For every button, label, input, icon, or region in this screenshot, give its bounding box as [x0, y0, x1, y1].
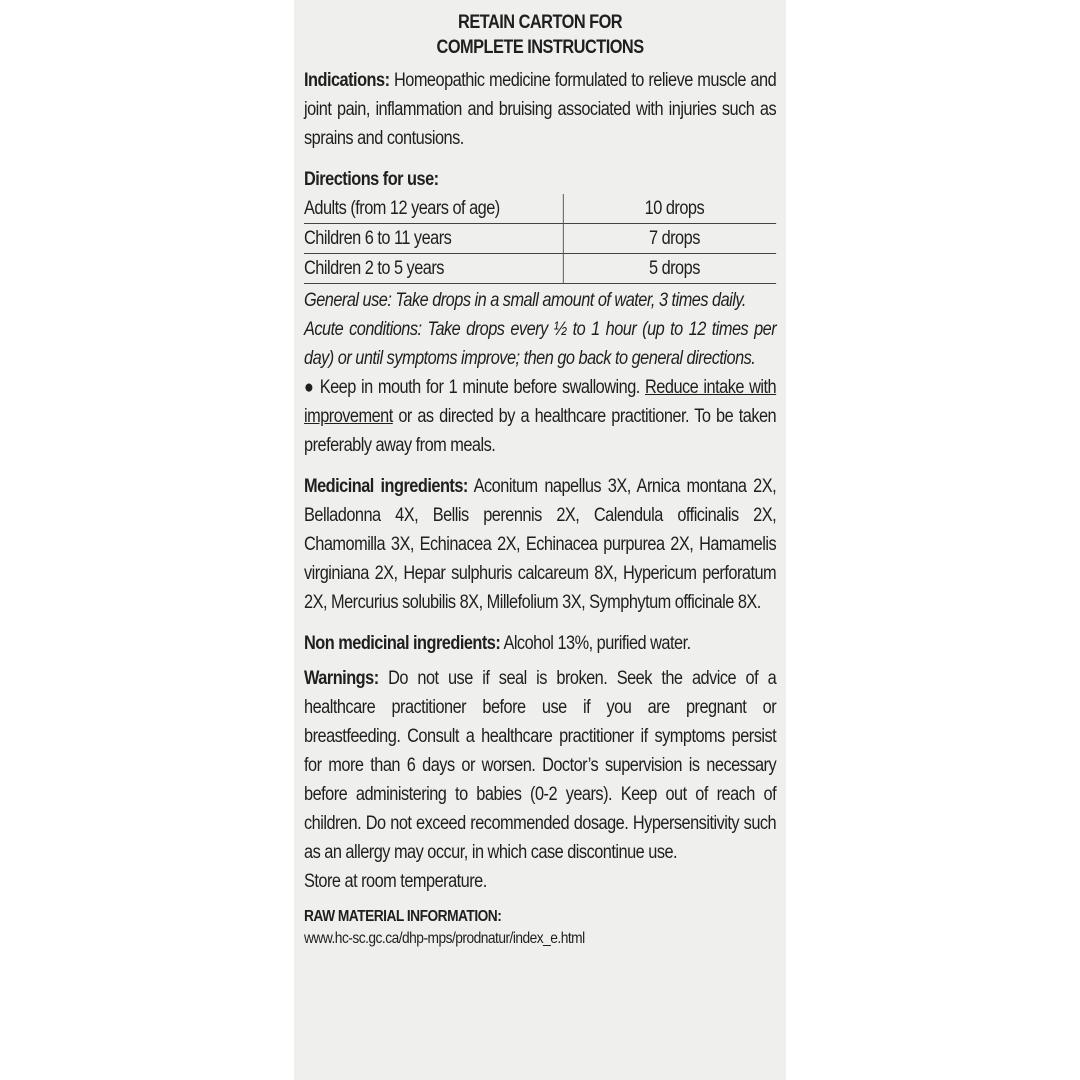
dosage-amount: 7 drops [564, 224, 776, 254]
medicinal-ingredients-text: Aconitum napellus 3X, Arnica montana 2X, Belladonna 4X, Bellis perennis 2X, Calendula officinalis 2X, Chamomilla 3X, Echinacea 2X, Echinacea purpurea 2X, Hamamelis virginiana 2X, Hepar sulphuris calcareum 8X, Hypericum perforatum 2X, Mercurius solubilis 8X, Millefolium 3X, Symphytum officinale 8X. [304, 476, 777, 613]
header-title [304, 10, 776, 60]
dosage-group: Children 6 to 11 years [304, 224, 564, 254]
header-line-1: RETAIN CARTON FOR [458, 12, 623, 33]
general-use-label: General use: [304, 290, 392, 311]
label-text-block [304, 10, 776, 950]
acute-conditions-section [304, 315, 776, 373]
directions-label: Directions for use: [304, 169, 439, 190]
raw-material-url: www.hc-sc.gc.ca/dhp-mps/prodnatur/index_e.html [304, 930, 585, 947]
label-content [304, 10, 776, 950]
indications-text: Homeopathic medicine formulated to relieve muscle and joint pain, inflammation and bruising associated with injuries such as sprains and contusions. [304, 70, 777, 149]
warnings-section [304, 664, 776, 867]
storage-text: Store at room temperature. [304, 871, 487, 892]
acute-conditions-label: Acute conditions: [304, 319, 422, 340]
dosage-group: Children 2 to 5 years [304, 254, 564, 284]
acute-conditions-text: Take drops every ½ to 1 hour (up to 12 times per day) or until symptoms improve; then go back to general directions. [304, 319, 777, 369]
dosage-amount: 5 drops [564, 254, 776, 284]
warnings-text: Do not use if seal is broken. Seek the advice of a healthcare practitioner before use if you are pregnant or breastfeeding. Consult a healthcare practitioner if symptoms persist for more than 6 days or worsen. Doctor’s supervision is necessary before administering to babies (0-2 years). Keep out of reach of children. Do not exceed recommended dosage. Hypersensitivity such as an allergy may occur, in which case discontinue use. [304, 668, 777, 863]
non-medicinal-ingredients-section [304, 629, 776, 658]
medicinal-ingredients-label: Medicinal ingredients: [304, 476, 468, 497]
raw-material-label: RAW MATERIAL INFORMATION: [304, 908, 502, 925]
usage-note-text: Keep in mouth for 1 minute before swallowing. [319, 377, 640, 398]
dosage-amount: 10 drops [564, 194, 776, 224]
header-line-2: COMPLETE INSTRUCTIONS [436, 37, 644, 58]
usage-note-section [304, 373, 776, 460]
non-medicinal-ingredients-label: Non medicinal ingredients: [304, 633, 501, 654]
general-use-section [304, 286, 776, 315]
general-use-text: Take drops in a small amount of water, 3 times daily. [395, 290, 746, 311]
table-row [304, 194, 776, 224]
indications-label: Indications: [304, 70, 390, 91]
indications-section [304, 66, 776, 153]
table-row [304, 224, 776, 254]
bullet-icon: ● [304, 377, 315, 398]
usage-note-text-2: or as directed by a healthcare practitioner. To be taken preferably away from meals. [304, 406, 777, 456]
non-medicinal-ingredients-text: Alcohol 13%, purified water. [503, 633, 691, 654]
directions-section [304, 165, 776, 284]
usage-note-underlined: Reduce intake with improvement [304, 377, 777, 427]
dosage-table [304, 194, 776, 284]
dosage-group: Adults (from 12 years of age) [304, 194, 564, 224]
table-row [304, 254, 776, 284]
medicinal-ingredients-section [304, 472, 776, 617]
warnings-label: Warnings: [304, 668, 379, 689]
